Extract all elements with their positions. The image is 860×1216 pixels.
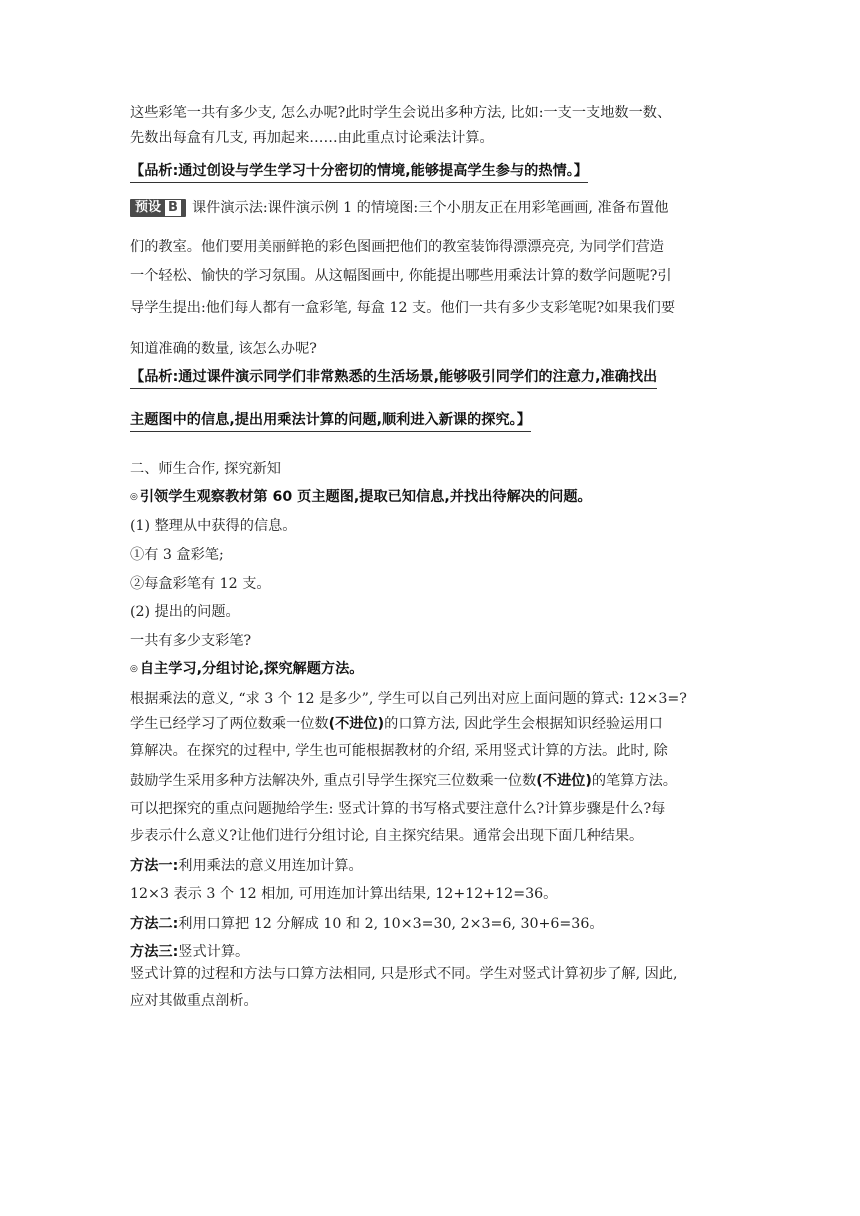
paragraph-text: 的笔算方法。 bbox=[591, 773, 677, 789]
paragraph-line: 一个轻松、愉快的学习氛围。从这幅图画中, 你能提出哪些用乘法计算的数学问题呢?引 bbox=[130, 268, 672, 284]
section-heading: 二、师生合作, 探究新知 bbox=[130, 461, 281, 477]
comment-text: 【品析:通过课件演示同学们非常熟悉的生活场景,能够吸引同学们的注意力,准确找出 bbox=[130, 367, 657, 389]
method-line bbox=[130, 856, 363, 876]
paragraph-line: 知道准确的数量, 该怎么办呢? bbox=[130, 341, 317, 357]
badge-label: 预设 bbox=[135, 200, 162, 215]
comment-line bbox=[130, 367, 657, 389]
method-label: 方法三: bbox=[130, 944, 179, 960]
method-text: 利用乘法的意义用连加计算。 bbox=[178, 858, 363, 874]
paragraph-line: 12×3 表示 3 个 12 相加, 可用连加计算出结果, 12+12+12=36。 bbox=[130, 886, 558, 902]
paragraph-text: 课件演示法:课件演示例 1 的情境图:三个小朋友正在用彩笔画画, 准备布置他 bbox=[191, 200, 669, 216]
bullet-icon: ◎ bbox=[130, 664, 138, 674]
preset-badge bbox=[130, 199, 186, 217]
step-text: 自主学习,分组讨论,探究解题方法。 bbox=[139, 661, 364, 677]
emphasis-text: (不进位) bbox=[536, 773, 592, 789]
paragraph-text: 的口算方法, 因此学生会根据知识经验运用口 bbox=[384, 716, 663, 732]
paragraph-line: 导学生提出:他们每人都有一盒彩笔, 每盒 12 支。他们一共有多少支彩笔呢?如果我们要 bbox=[130, 300, 676, 316]
paragraph-line: 根据乘法的意义, “求 3 个 12 是多少”, 学生可以自己列出对应上面问题的算式: 12×3=? bbox=[130, 691, 687, 707]
paragraph-line: 这些彩笔一共有多少支, 怎么办呢?此时学生会说出多种方法, 比如:一支一支地数一数、 bbox=[130, 105, 672, 121]
list-item: 一共有多少支彩笔? bbox=[130, 633, 252, 649]
list-item: (2) 提出的问题。 bbox=[130, 604, 240, 620]
list-item: ②每盒彩笔有 12 支。 bbox=[130, 576, 271, 592]
paragraph-line: 可以把探究的重点问题抛给学生: 竖式计算的书写格式要注意什么?计算步骤是什么?每 bbox=[130, 801, 666, 817]
bullet-icon: ◎ bbox=[130, 492, 138, 502]
paragraph-line bbox=[130, 771, 677, 791]
paragraph-line: 算解决。在探究的过程中, 学生也可能根据教材的介绍, 采用竖式计算的方法。此时, 除 bbox=[130, 743, 668, 759]
method-text: 利用口算把 12 分解成 10 和 2, 10×3=30, 2×3=6, 30+6=36。 bbox=[178, 916, 604, 932]
comment-line bbox=[130, 161, 588, 183]
method-text: 竖式计算。 bbox=[178, 944, 250, 960]
paragraph-line: 竖式计算的过程和方法与口算方法相同, 只是形式不同。学生对竖式计算初步了解, 因此, bbox=[130, 966, 678, 982]
paragraph-text: 学生已经学习了两位数乘一位数 bbox=[130, 716, 329, 732]
badge-letter: B bbox=[165, 200, 181, 216]
emphasis-text: (不进位) bbox=[328, 716, 385, 732]
list-item: (1) 整理从中获得的信息。 bbox=[130, 518, 297, 534]
list-item: ①有 3 盒彩笔; bbox=[130, 547, 224, 563]
step-heading bbox=[130, 659, 363, 679]
paragraph-line: 步表示什么意义?让他们进行分组讨论, 自主探究结果。通常会出现下面几种结果。 bbox=[130, 828, 644, 844]
method-line bbox=[130, 942, 249, 962]
step-heading bbox=[130, 487, 592, 507]
paragraph-line: 先数出每盒有几支, 再加起来……由此重点讨论乘法计算。 bbox=[130, 130, 494, 146]
paragraph-text: 鼓励学生采用多种方法解决外, 重点引导学生探究三位数乘一位数 bbox=[130, 773, 537, 789]
comment-text: 【品析:通过创设与学生学习十分密切的情境,能够提高学生参与的热情。】 bbox=[130, 161, 588, 183]
method-label: 方法二: bbox=[130, 916, 179, 932]
comment-text: 主题图中的信息,提出用乘法计算的问题,顺利进入新课的探究。】 bbox=[130, 410, 531, 432]
paragraph-line bbox=[130, 198, 668, 218]
step-text: 引领学生观察教材第 60 页主题图,提取已知信息,并找出待解决的问题。 bbox=[139, 489, 592, 505]
comment-line bbox=[130, 410, 531, 432]
method-line bbox=[130, 914, 604, 934]
method-label: 方法一: bbox=[130, 858, 179, 874]
paragraph-line: 应对其做重点剖析。 bbox=[130, 993, 258, 1009]
paragraph-line: 们的教室。他们要用美丽鲜艳的彩色图画把他们的教室装饰得漂漂亮亮, 为同学们营造 bbox=[130, 239, 664, 255]
paragraph-line bbox=[130, 714, 663, 734]
